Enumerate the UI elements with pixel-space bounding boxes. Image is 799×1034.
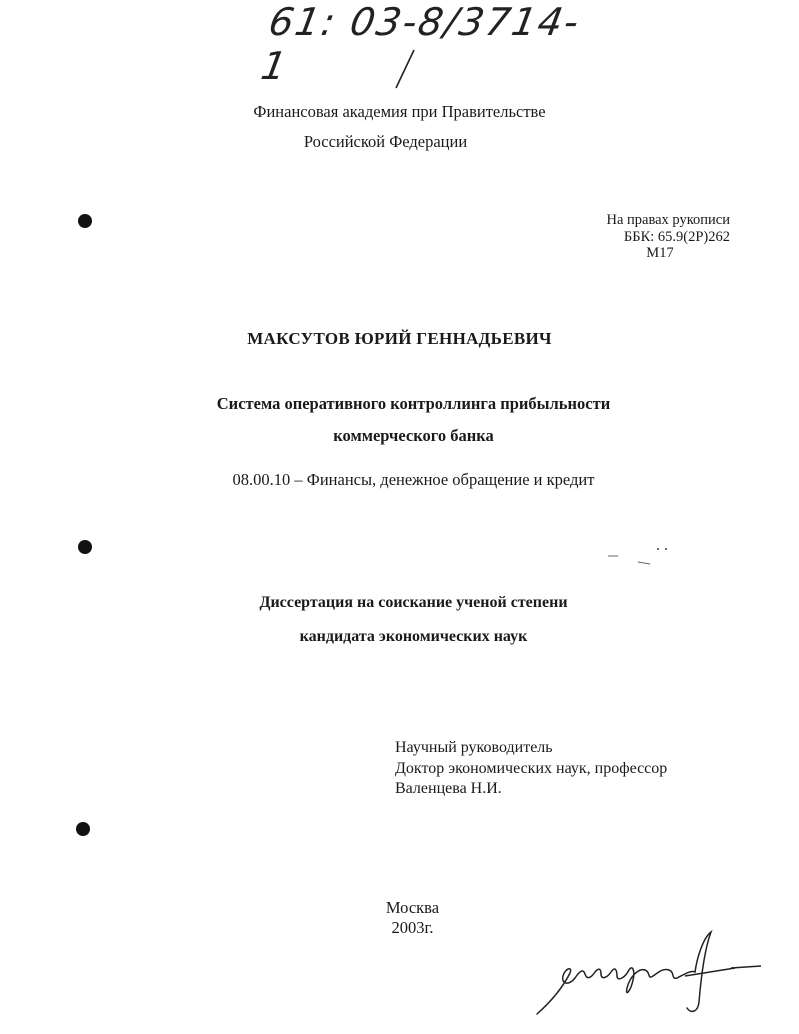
title-line-1: Система оперативного контроллинга прибыльности (216, 394, 611, 413)
place-year (340, 898, 485, 938)
degree-line-2: кандидата экономических наук (299, 628, 528, 645)
advisor-name: Валенцева Н.И. (395, 780, 502, 797)
advisor-degree: Доктор экономических наук, профессор (395, 759, 668, 777)
author-name: МАКСУТОВ ЮРИЙ ГЕННАДЬЕВИЧ (247, 329, 552, 348)
degree-statement (0, 586, 799, 654)
author-mark: М17 (646, 245, 674, 261)
year: 2003г. (391, 918, 434, 937)
institution-line-2: Российской Федерации (303, 132, 468, 151)
degree-line-1: Диссертация на соискание ученой степени (259, 594, 568, 611)
scan-specks (600, 540, 680, 570)
advisor-role: Научный руководитель (395, 739, 553, 756)
binder-hole (78, 214, 92, 228)
signature (535, 928, 765, 1018)
binder-hole (78, 540, 92, 554)
advisor-block (395, 738, 667, 800)
archive-stamp: 61: 03-8/3714-1 (257, 0, 584, 88)
dissertation-title (0, 388, 799, 452)
stamp-stroke (392, 48, 418, 90)
rights-block (560, 212, 730, 262)
specialty-code: 08.00.10 – Финансы, денежное обращение и кредит (232, 470, 595, 489)
institution-line-1: Финансовая академия при Правительстве (253, 102, 546, 121)
rights-label: На правах рукописи (606, 212, 730, 228)
city: Москва (385, 898, 440, 917)
bbk-code: ББК: 65.9(2Р)262 (623, 228, 730, 245)
title-line-2: коммерческого банка (333, 426, 494, 445)
binder-hole (76, 822, 90, 836)
